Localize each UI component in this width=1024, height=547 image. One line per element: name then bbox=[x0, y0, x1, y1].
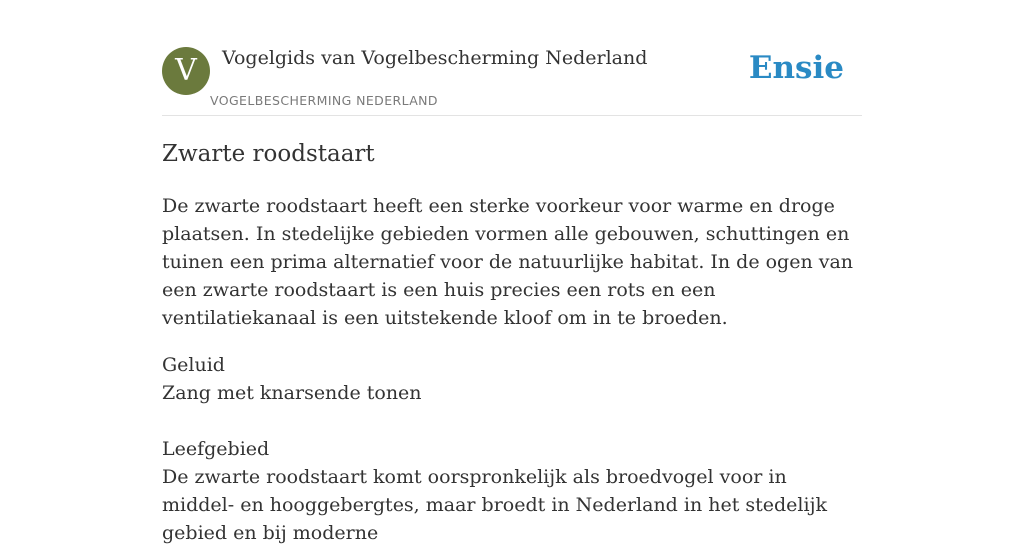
ensie-logo[interactable]: Ensie bbox=[748, 50, 844, 86]
article-intro: De zwarte roodstaart heeft een sterke voorkeur voor warme en droge plaatsen. In stedelijke gebieden vormen alle gebouwen, schuttingen en tuinen een prima alternatief voor de natuurlijke habitat. In de ogen van een zwarte roodstaart is een huis precies een rots en een ventilatiekanaal is een uitstekende kloof om in te broeden. bbox=[162, 195, 854, 329]
article-title: Zwarte roodstaart bbox=[162, 141, 375, 167]
source-avatar[interactable]: V bbox=[162, 47, 210, 95]
section-geluid bbox=[162, 351, 862, 407]
section-heading: Leefgebied bbox=[162, 438, 270, 460]
header bbox=[162, 44, 862, 116]
section-text: De zwarte roodstaart komt oorspronkelijk als broedvogel voor in middel- en hooggebergtes, maar broedt in Nederland in het stedelijk gebied en bij moderne bbox=[162, 466, 827, 544]
section-text: Zang met knarsende tonen bbox=[162, 382, 422, 404]
source-title[interactable]: Vogelgids van Vogelbescherming Nederland bbox=[222, 47, 648, 69]
article-content bbox=[162, 138, 862, 547]
section-spacer bbox=[162, 407, 862, 435]
section-leefgebied bbox=[162, 435, 862, 547]
section-heading: Geluid bbox=[162, 354, 225, 376]
publisher-name[interactable]: VOGELBESCHERMING NEDERLAND bbox=[210, 93, 438, 108]
